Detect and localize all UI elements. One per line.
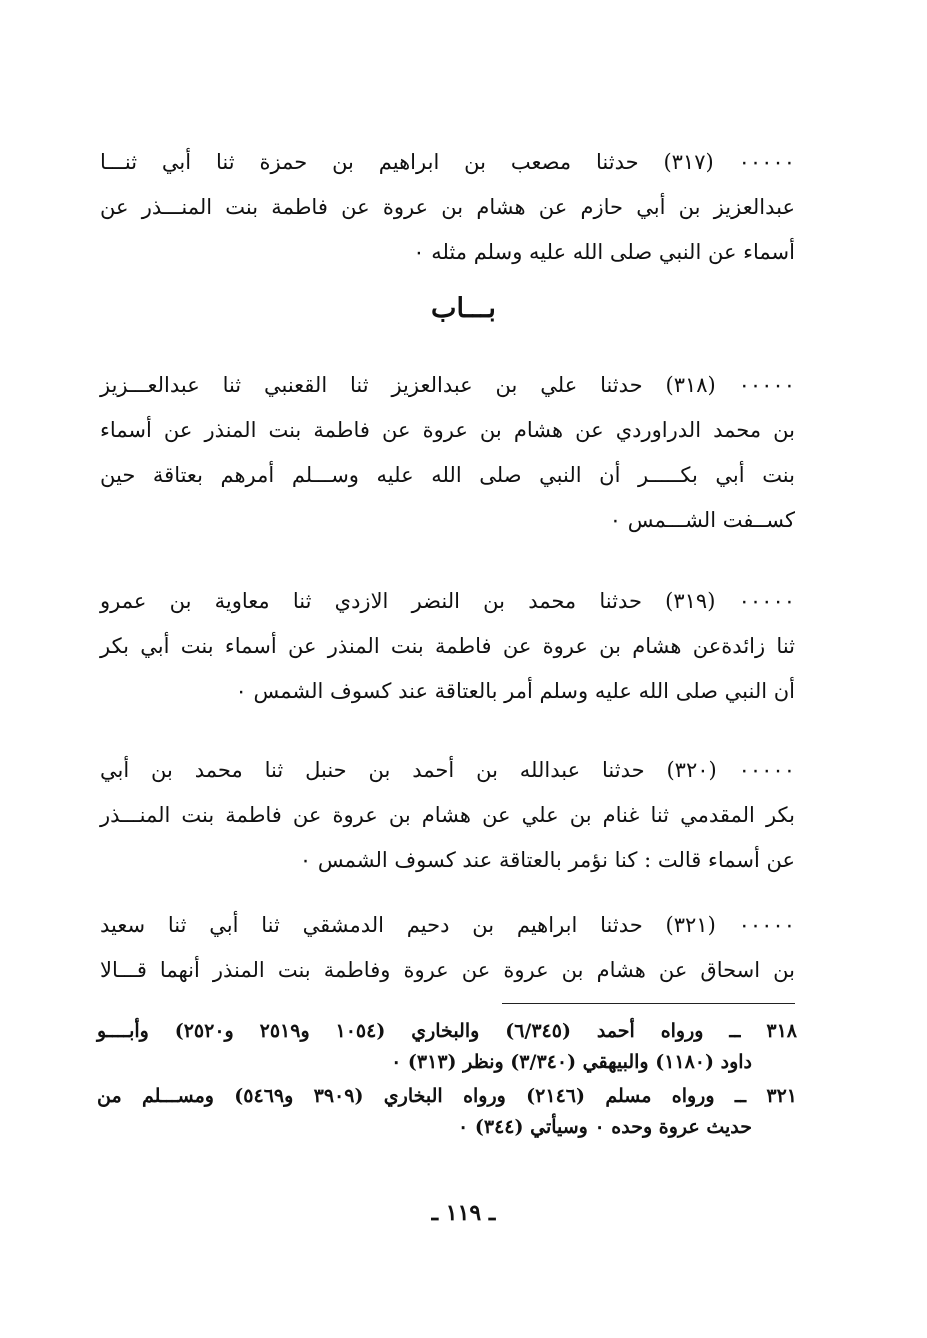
footnote-318-line: ٣١٨ ــ ورواه أحمد (٦/٣٤٥) والبخاري (١٠٥٤ و٢٥١٩ و٢٥٢٠) وأبــــو <box>97 1020 797 1042</box>
page-number: ـ ١١٩ ـ <box>431 1200 496 1226</box>
hadith-320-line: بكر المقدمي ثنا غنام بن علي عن هشام بن عروة عن فاطمة بنت المنـــذر <box>100 803 795 827</box>
hadith-321 <box>100 903 795 993</box>
footnote-321-line: ٣٢١ ــ ورواه مسلم (٢١٤٦) ورواه البخاري (٣٩٠٩ و٥٤٦٩) ومســـلم من <box>97 1085 797 1107</box>
hadith-318-line: كســفت الشـــمس ٠ <box>609 508 795 532</box>
section-heading: بـــاب <box>431 293 496 324</box>
footnote-321-line: حديث عروة وحده ٠ وسيأتي (٣٤٤) ٠ <box>458 1116 752 1138</box>
hadith-321-line: بن اسحاق عن هشام بن عروة عن عروة وفاطمة بنت المنذر أنهما قـــالا <box>100 958 795 982</box>
hadith-319-line: ٠٠٠٠٠ (٣١٩) حدثنا محمد بن النضر الازدي ثنا معاوية بن عمرو <box>100 589 796 613</box>
hadith-318-line: ٠٠٠٠٠ (٣١٨) حدثنا علي بن عبدالعزيز ثنا القعنبي ثنا عبدالعـــزيز <box>100 373 795 397</box>
hadith-319 <box>100 579 795 714</box>
hadith-318 <box>100 363 795 543</box>
hadith-321-line: ٠٠٠٠٠ (٣٢١) حدثنا ابراهيم بن دحيم الدمشقي ثنا أبي ثنا سعيد <box>100 913 795 937</box>
hadith-320 <box>100 748 795 883</box>
footnote-318-line: داود (١١٨٠) والبيهقي (٣/٣٤٠) ونظر (٣١٣) ٠ <box>391 1051 752 1073</box>
hadith-320-line: عن أسماء قالت : كنا نؤمر بالعتاقة عند كسوف الشمس ٠ <box>299 848 795 872</box>
hadith-317-line: أسماء عن النبي صلى الله عليه وسلم مثله ٠ <box>413 240 795 264</box>
hadith-318-line: بن محمد الدراوردي عن هشام بن عروة عن فاطمة بنت المنذر عن أسماء <box>100 418 795 442</box>
hadith-317-line: ٠٠٠٠٠ (٣١٧) حدثنا مصعب بن ابراهيم بن حمزة ثنا أبي ثنـــا <box>100 150 795 174</box>
hadith-317-line: عبدالعزيز بن أبي حازم عن هشام بن عروة عن فاطمة بنت المنـــذر عن <box>100 195 795 219</box>
footnote-separator <box>502 1003 795 1004</box>
hadith-317 <box>100 140 795 275</box>
hadith-319-line: ثنا زائدةعن هشام بن عروة عن فاطمة بنت المنذر عن أسماء بنت أبي بكر <box>100 634 795 658</box>
hadith-320-line: ٠٠٠٠٠ (٣٢٠) حدثنا عبدالله بن أحمد بن حنبل ثنا محمد بن أبي <box>100 758 795 782</box>
hadith-318-line: بنت أبي بكـــــر أن النبي صلى الله عليه وســـلم أمرهم بعتاقة حين <box>100 463 795 487</box>
footnote-318 <box>97 1016 797 1078</box>
hadith-319-line: أن النبي صلى الله عليه وسلم أمر بالعتاقة عند كسوف الشمس ٠ <box>235 679 795 703</box>
footnote-321 <box>97 1081 797 1143</box>
